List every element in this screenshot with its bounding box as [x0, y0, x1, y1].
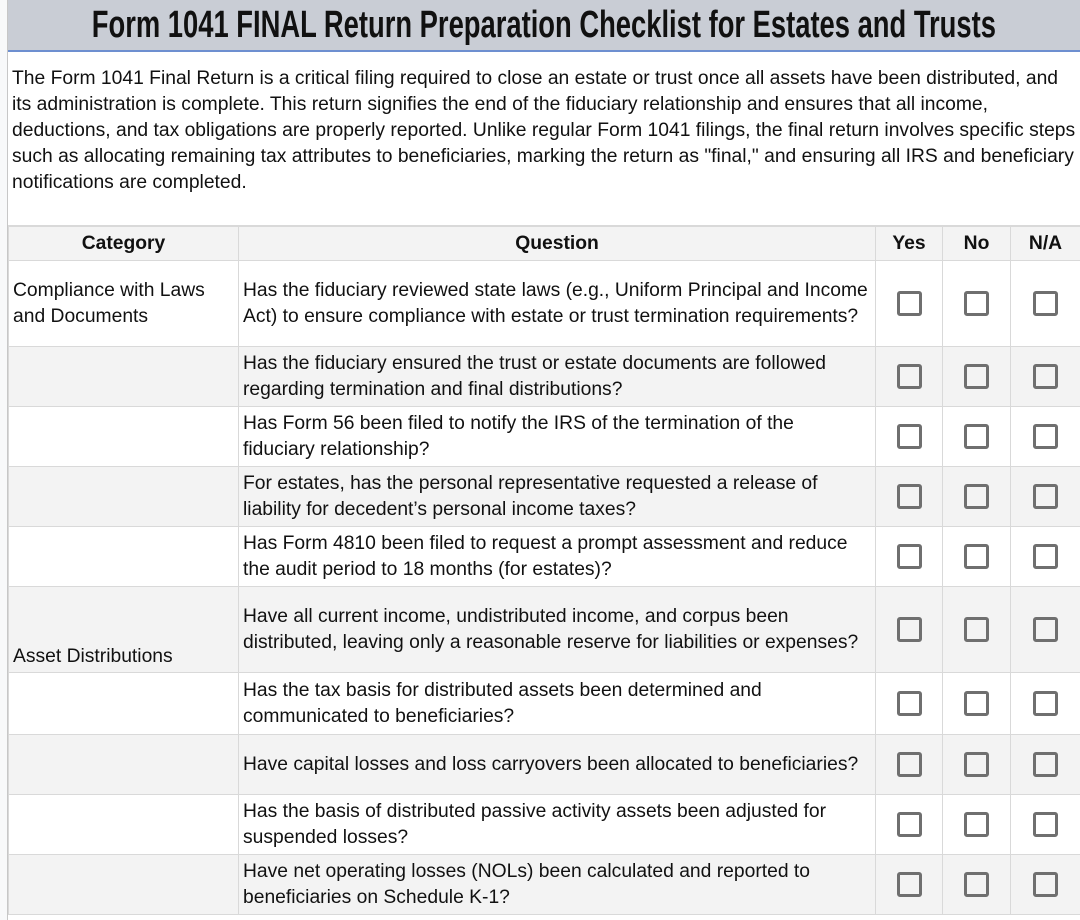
na-checkbox[interactable] [1033, 872, 1058, 897]
no-checkbox[interactable] [964, 424, 989, 449]
no-cell [943, 467, 1011, 527]
question-cell: Has the fiduciary reviewed state laws (e.g., Uniform Principal and Income Act) to ensure compliance with estate or trust termination requirements? [239, 261, 876, 347]
category-cell [9, 673, 239, 735]
na-checkbox[interactable] [1033, 424, 1058, 449]
yes-checkbox[interactable] [897, 364, 922, 389]
na-cell [1011, 735, 1080, 795]
no-checkbox[interactable] [964, 484, 989, 509]
yes-checkbox[interactable] [897, 291, 922, 316]
yes-checkbox[interactable] [897, 752, 922, 777]
table-row [9, 261, 1080, 347]
table-row [9, 587, 1080, 673]
category-cell [9, 467, 239, 527]
question-cell: Have all current income, undistributed income, and corpus been distributed, leaving only a reasonable reserve for liabilities or expenses? [239, 587, 876, 673]
no-checkbox[interactable] [964, 752, 989, 777]
intro-text: The Form 1041 Final Return is a critical filing required to close an estate or trust once all assets have been distributed, and its administration is complete. This return signifies the end of the fiduciary relationship and ensures that all income, deductions, and tax obligations are properly reported. Unlike regular Form 1041 filings, the final return involves specific steps such as allocating remaining tax attributes to beneficiaries, marking the return as "final," and ensuring all IRS and beneficiary notifications are completed. [8, 52, 1080, 226]
no-cell [943, 261, 1011, 347]
question-cell: For estates, has the personal representative requested a release of liability for decedent’s personal income taxes? [239, 467, 876, 527]
no-cell [943, 855, 1011, 915]
na-cell [1011, 261, 1080, 347]
category-cell [9, 735, 239, 795]
question-cell: Has the basis of distributed passive activity assets been adjusted for suspended losses? [239, 795, 876, 855]
no-cell [943, 587, 1011, 673]
yes-cell [876, 735, 943, 795]
table-row [9, 673, 1080, 735]
header-yes: Yes [876, 227, 943, 261]
table-header-row [9, 227, 1080, 261]
yes-checkbox[interactable] [897, 812, 922, 837]
no-cell [943, 795, 1011, 855]
no-checkbox[interactable] [964, 544, 989, 569]
yes-cell [876, 587, 943, 673]
no-checkbox[interactable] [964, 812, 989, 837]
table-row [9, 407, 1080, 467]
na-cell [1011, 527, 1080, 587]
no-checkbox[interactable] [964, 872, 989, 897]
na-checkbox[interactable] [1033, 484, 1058, 509]
question-cell: Has Form 4810 been filed to request a prompt assessment and reduce the audit period to 18 months (for estates)? [239, 527, 876, 587]
table-row [9, 467, 1080, 527]
no-cell [943, 673, 1011, 735]
yes-checkbox[interactable] [897, 544, 922, 569]
na-cell [1011, 855, 1080, 915]
yes-cell [876, 527, 943, 587]
no-cell [943, 407, 1011, 467]
category-cell [9, 347, 239, 407]
category-cell [9, 527, 239, 587]
header-no: No [943, 227, 1011, 261]
category-cell: Asset Distributions [9, 587, 239, 673]
row-header-gutter [0, 0, 8, 920]
yes-cell [876, 673, 943, 735]
no-checkbox[interactable] [964, 691, 989, 716]
category-cell: Compliance with Laws and Documents [9, 261, 239, 347]
na-checkbox[interactable] [1033, 812, 1058, 837]
no-cell [943, 735, 1011, 795]
header-question: Question [239, 227, 876, 261]
yes-cell [876, 347, 943, 407]
question-cell: Have net operating losses (NOLs) been calculated and reported to beneficiaries on Schedule K-1? [239, 855, 876, 915]
checklist-table [8, 226, 1080, 915]
no-checkbox[interactable] [964, 291, 989, 316]
question-cell: Have capital losses and loss carryovers been allocated to beneficiaries? [239, 735, 876, 795]
na-cell [1011, 795, 1080, 855]
na-checkbox[interactable] [1033, 691, 1058, 716]
page-title: Form 1041 FINAL Return Preparation Checklist for Estates and Trusts [91, 3, 997, 46]
no-cell [943, 347, 1011, 407]
yes-cell [876, 467, 943, 527]
na-cell [1011, 467, 1080, 527]
na-checkbox[interactable] [1033, 617, 1058, 642]
yes-cell [876, 795, 943, 855]
title-banner [8, 0, 1080, 52]
yes-cell [876, 855, 943, 915]
table-row [9, 527, 1080, 587]
na-cell [1011, 407, 1080, 467]
yes-checkbox[interactable] [897, 691, 922, 716]
category-cell [9, 795, 239, 855]
yes-cell [876, 407, 943, 467]
category-cell [9, 855, 239, 915]
yes-checkbox[interactable] [897, 617, 922, 642]
yes-checkbox[interactable] [897, 484, 922, 509]
yes-cell [876, 261, 943, 347]
header-na: N/A [1011, 227, 1080, 261]
no-checkbox[interactable] [964, 617, 989, 642]
table-row [9, 795, 1080, 855]
na-checkbox[interactable] [1033, 291, 1058, 316]
yes-checkbox[interactable] [897, 872, 922, 897]
question-cell: Has the tax basis for distributed assets been determined and communicated to beneficiaries? [239, 673, 876, 735]
na-checkbox[interactable] [1033, 544, 1058, 569]
table-row [9, 735, 1080, 795]
na-cell [1011, 587, 1080, 673]
na-cell [1011, 347, 1080, 407]
header-category: Category [9, 227, 239, 261]
category-cell [9, 407, 239, 467]
no-cell [943, 527, 1011, 587]
no-checkbox[interactable] [964, 364, 989, 389]
question-cell: Has the fiduciary ensured the trust or estate documents are followed regarding termination and final distributions? [239, 347, 876, 407]
table-row [9, 855, 1080, 915]
na-cell [1011, 673, 1080, 735]
yes-checkbox[interactable] [897, 424, 922, 449]
table-row [9, 347, 1080, 407]
na-checkbox[interactable] [1033, 752, 1058, 777]
question-cell: Has Form 56 been filed to notify the IRS of the termination of the fiduciary relationship? [239, 407, 876, 467]
na-checkbox[interactable] [1033, 364, 1058, 389]
